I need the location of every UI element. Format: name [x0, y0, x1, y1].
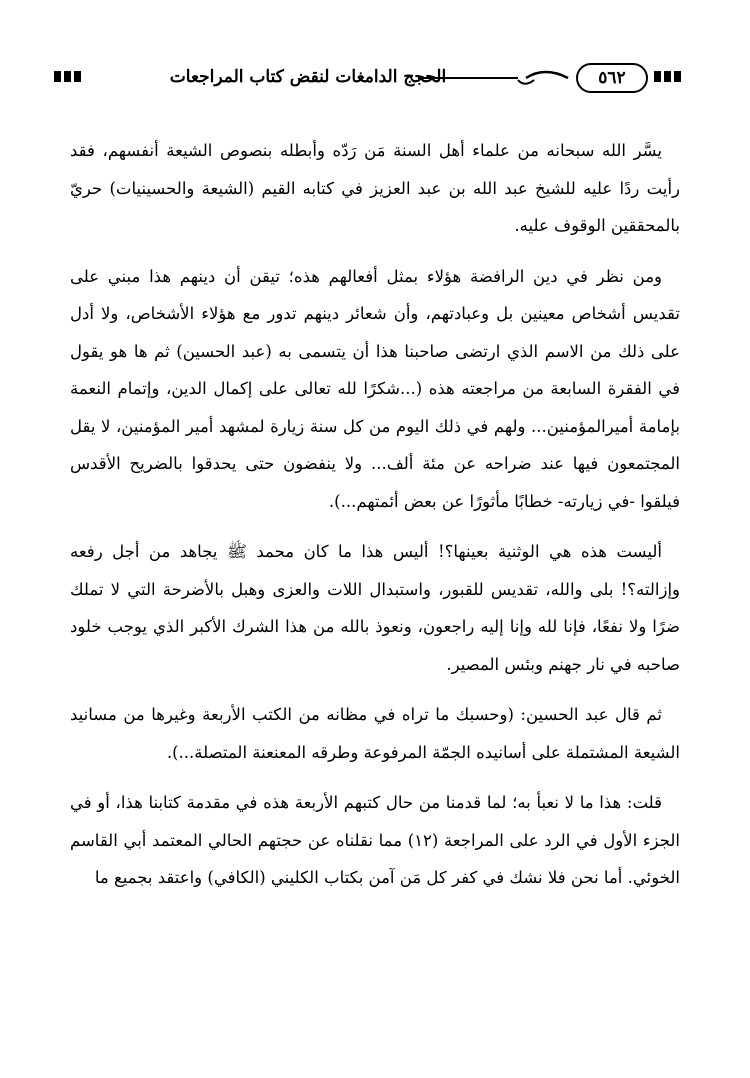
paragraph-5: قلت: هذا ما لا نعبأ به؛ لما قدمنا من حال كتبهم الأربعة هذه في مقدمة كتابنا هذا، أو في الجزء الأول في الرد على المراجعة (١٢) مما نقلناه عن حجتهم الحالي المعتمد أبي القاسم الخوئي. أما نحن فلا نشك في كفر كل مَن آمن بكتاب الكليني (الكافي) واعتقد بجميع ما: [70, 793, 680, 887]
paragraph-2: ومن نظر في دين الرافضة هؤلاء بمثل أفعالهم هذه؛ تيقن أن دينهم هذا مبني على تقديس أشخاص معينين بل وعبادتهم، وأن شعائر دينهم تدور مع هؤلاء الأشخاص، ولا أدل على ذلك من الاسم الذي ارتضى صاحبنا هذا أن يتسمى به (عبد الحسين) ثم ها هو يقول في الفقرة السابعة من مراجعته هذه (...شكرًا لله تعالى على إكمال الدين، وإتمام النعمة بإمامة أميرالمؤمنين... ولهم في ذلك اليوم من كل سنة زيارة لمشهد أمير المؤمنين، لا يقل المجتمعون فيها عند ضراحه عن مئة ألف... ولا ينفضون حتى يحدقوا بالضريح الأقدس فيلقوا -في زيارته- خطابًا مأثورًا عن بعض أئمتهم...).: [70, 266, 680, 511]
paragraph-1: يسَّر الله سبحانه من علماء أهل السنة مَن رَدّه وأبطله بنصوص الشيعة أنفسهم، فقد رأيت ردًا عليه للشيخ عبد الله بن عبد العزيز في كتابه القيم (الشيعة والحسينيات) حريّ بالمحققين الوقوف عليه.: [70, 141, 680, 235]
paragraph-4: ثم قال عبد الحسين: (وحسبك ما تراه في مظانه من الكتب الأربعة وغيرها من مسانيد الشيعة المشتملة على أسانيده الجمّة المرفوعة وطرقه المعنعنة المتصلة...).: [70, 705, 680, 762]
paragraph-3: أليست هذه هي الوثنية بعينها؟! أليس هذا ما كان محمد ﷺ يجاهد من أجل رفعه وإزالته؟! بلى والله، تقديس للقبور، واستبدال اللات والعزى وهبل بالأضرحة التي لا تملك ضرًا ولا نفعًا، فإنا لله وإنا إليه راجعون، ونعوذ بالله من هذا الشرك الأكبر الذي يوجب خلود صاحبه في نار جهنم وبئس المصير.: [70, 542, 680, 674]
running-title: الحجج الدامغات لنقض كتاب المراجعات: [169, 67, 447, 87]
body-text: [70, 132, 680, 910]
page-header: [48, 58, 688, 98]
page-number: ٥٦٢: [576, 63, 648, 93]
